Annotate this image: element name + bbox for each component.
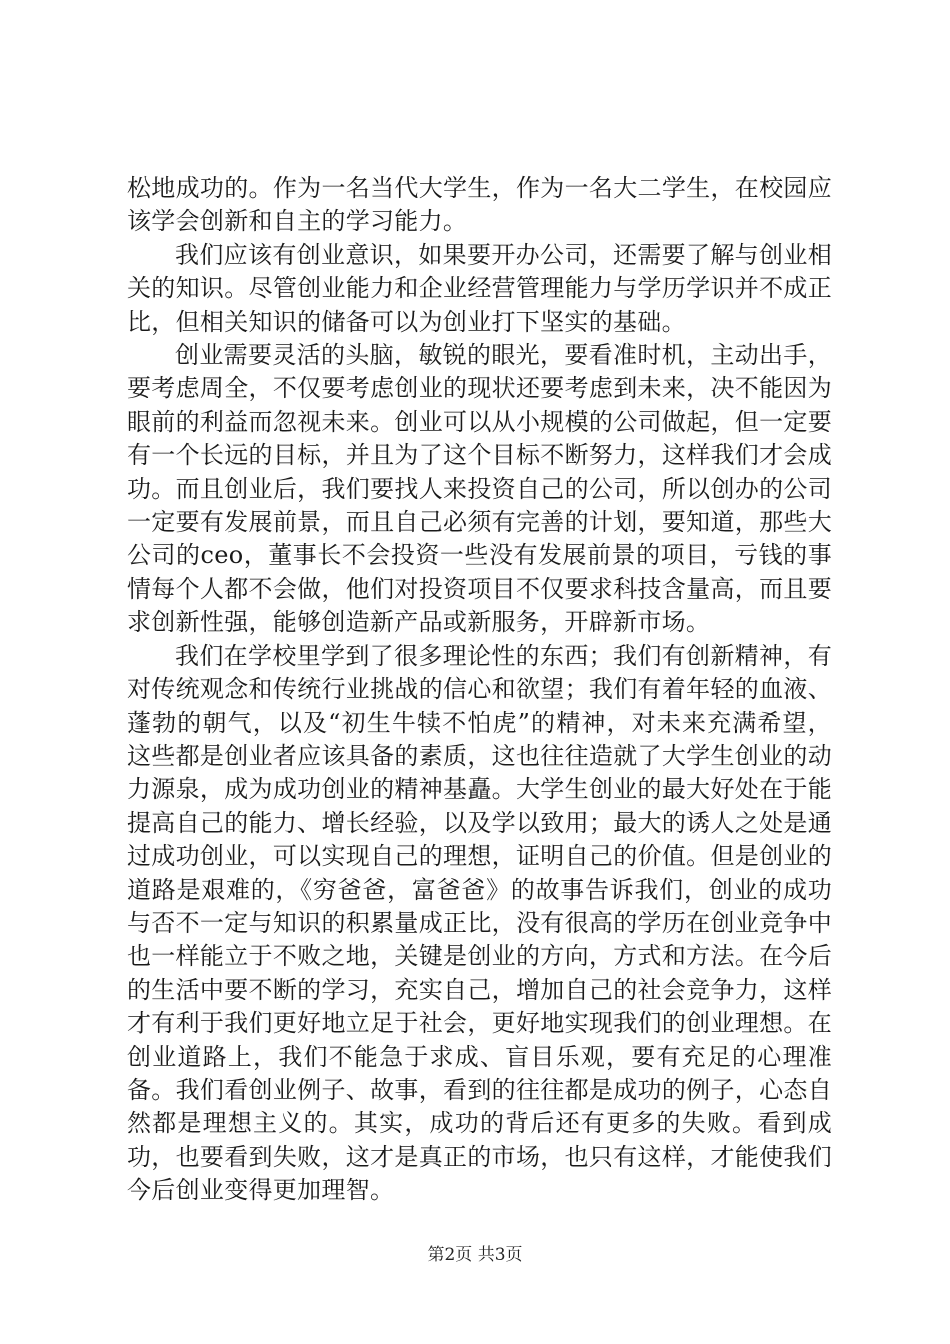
paragraph-4: 我们在学校里学到了很多理论性的东西；我们有创新精神，有对传统观念和传统行业挑战的信心和欲望；我们有着年轻的血液、蓬勃的朝气，以及“初生牛犊不怕虎”的精神，对未来充满希望，这些都是创业者应该具备的素质，这也往往造就了大学生创业的动力源泉，成为成功创业的精神基矗。大学生创业的最大好处在于能提高自己的能力、增长经验，以及学以致用；最大的诱人之处是通过成功创业，可以实现自己的理想，证明自己的价值。但是创业的道路是艰难的，《穷爸爸，富爸爸》的故事告诉我们，创业的成功与否不一定与知识的积累量成正比，没有很高的学历在创业竞争中也一样能立于不败之地，关键是创业的方向，方式和方法。在今后的生活中要不断的学习，充实自己，增加自己的社会竞争力，这样才有利于我们更好地立足于社会，更好地实现我们的创业理想。在创业道路上，我们不能急于求成、盲目乐观，要有充足的心理准备。我们看创业例子、故事，看到的往往都是成功的例子，心态自然都是理想主义的。其实，成功的背后还有更多的失败。看到成功，也要看到失败，这才是真正的市场，也只有这样，才能使我们今后创业变得更加理智。 xyxy=(127,641,832,1205)
paragraph-3: 创业需要灵活的头脑，敏锐的眼光，要看准时机，主动出手，要考虑周全，不仅要考虑创业的现状还要考虑到未来，决不能因为眼前的利益而忽视未来。创业可以从小规模的公司做起，但一定要有一个长远的目标，并且为了这个目标不断努力，这样我们才会成功。而且创业后，我们要找人来投资自己的公司，所以创办的公司一定要有发展前景，而且自己必须有完善的计划，要知道，那些大公司的ceo，董事长不会投资一些没有发展前景的项目，亏钱的事情每个人都不会做，他们对投资项目不仅要求科技含量高，而且要求创新性强，能够创造新产品或新服务，开辟新市场。 xyxy=(127,341,832,637)
paragraph-2: 我们应该有创业意识，如果要开办公司，还需要了解与创业相关的知识。尽管创业能力和企业经营管理能力与学历学识并不成正比，但相关知识的储备可以为创业打下坚实的基础。 xyxy=(127,240,832,336)
document-body xyxy=(127,172,832,1208)
page-number-indicator: 第2页 共3页 xyxy=(427,1245,523,1265)
paragraph-1: 松地成功的。作为一名当代大学生，作为一名大二学生，在校园应该学会创新和自主的学习能力。 xyxy=(127,174,832,236)
page-footer xyxy=(0,1244,950,1266)
